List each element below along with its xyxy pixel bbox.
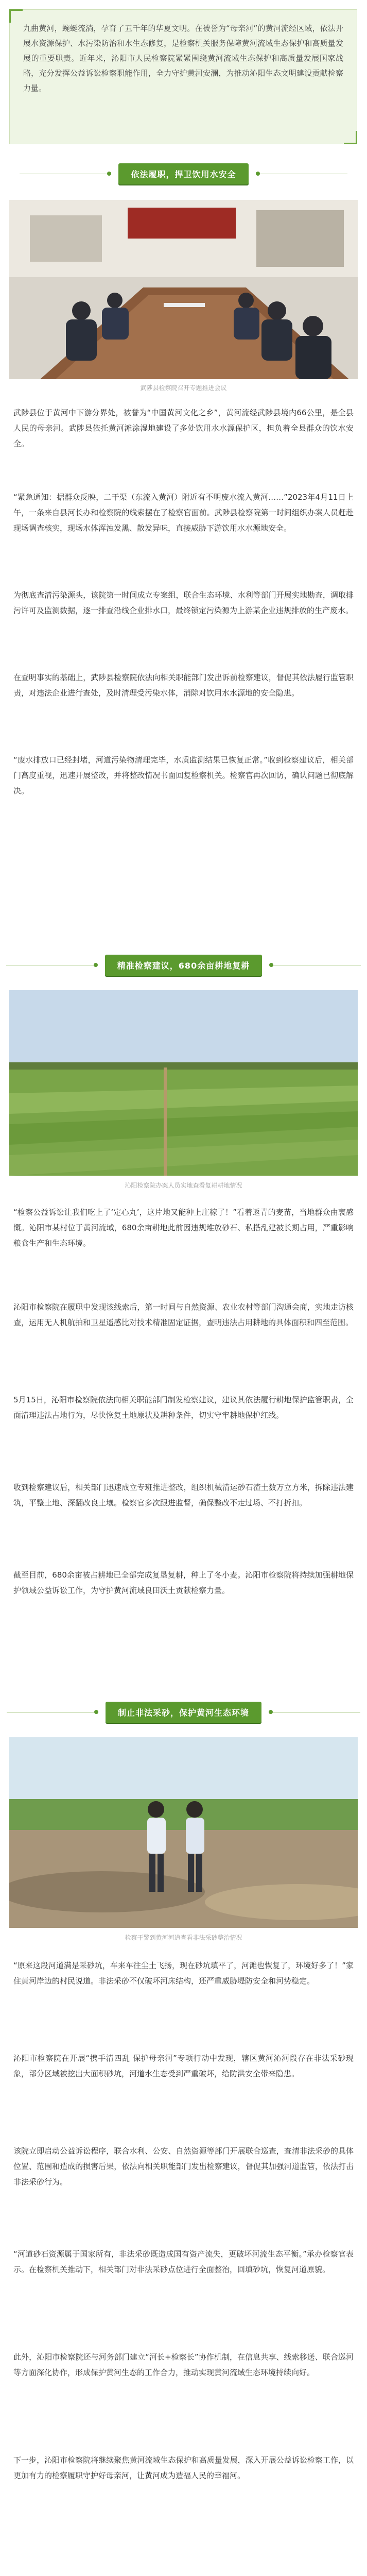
- section-title-3: [0, 1698, 367, 1726]
- corner-decoration: [9, 9, 23, 23]
- paragraph: 武陟县位于黄河中下游分界处，被誉为“中国黄河文化之乡”，黄河流经武陟县境内66公里，是全县人民的母亲河。武陟县依托黄河滩涂湿地建设了多处饮用水水源保护区，担负着全县群众的饮水安全。: [13, 408, 354, 448]
- river-photo: [9, 1737, 358, 1928]
- title-dot: [94, 963, 98, 967]
- section-title-2: [0, 951, 367, 979]
- paragraph: 5月15日，沁阳市检察院依法向相关职能部门制发检察建议，建议其依法履行耕地保护监管职责，全面清理违法占地行为，尽快恢复土地原状及耕种条件，切实守牢耕地保护红线。: [13, 1395, 354, 1420]
- paragraph: “河道砂石资源属于国家所有，非法采砂既造成国有资产流失，更破坏河流生态平衡。”承办检察官表示。在检察机关推动下，相关部门对非法采砂点位进行全面整治，回填砂坑，恢复河道原貌。: [13, 2249, 354, 2274]
- paragraph: “废水排放口已经封堵，河道污染物清理完毕，水质监测结果已恢复正常。”收到检察建议后，相关部门高度重视，迅速开展整改，并将整改情况书面回复检察机关。检察官再次回访，确认问题已彻底解决。: [13, 755, 354, 795]
- photo-caption: 检察干警到黄河河道查看非法采砂整治情况: [125, 1934, 242, 1941]
- paragraph: “检察公益诉讼让我们吃上了‘定心丸’，这片地又能种上庄稼了！”看着返青的麦苗，当地群众由衷感慨。沁阳市某村位于黄河流域，680余亩耕地此前因违规堆放砂石、私搭乱建被长期占用，严重影响粮食生产和生态环境。: [13, 1208, 354, 1248]
- intro-box: [9, 9, 357, 144]
- paragraph: 截至目前，680余亩被占耕地已全部完成复垦复耕，种上了冬小麦。沁阳市检察院将持续加强耕地保护领域公益诉讼工作，为守护黄河流域良田沃土贡献检察力量。: [13, 1570, 354, 1595]
- paragraph: 沁阳市检察院在履职中发现该线索后，第一时间与自然资源、农业农村等部门沟通会商，实地走访核查，运用无人机航拍和卫星遥感比对技术精准固定证据，查明违法占用耕地的具体面积和四至范围。: [13, 1302, 354, 1327]
- paragraph: 沁阳市检察院在开展“携手清四乱 保护母亲河”专项行动中发现，辖区黄河沁河段存在非法采砂现象，部分区域被挖出大面积砂坑，河道水生态受到严重破坏，给防洪安全带来隐患。: [13, 2054, 354, 2078]
- section-title-label: 制止非法采砂，保护黄河生态环境: [106, 1702, 261, 1723]
- photo-caption: 沁阳检察院办案人员实地查看复耕耕地情况: [125, 1182, 242, 1189]
- section-title-1: [0, 160, 367, 188]
- paragraph: “原来这段河道满是采砂坑，车来车往尘土飞扬，现在砂坑填平了，河滩也恢复了，环境好多了！”家住黄河岸边的村民说道。非法采砂不仅破坏河床结构，还严重威胁堤防安全和河势稳定。: [13, 1961, 354, 1986]
- paragraph: 收到检察建议后，相关部门迅速成立专班推进整改，组织机械清运砂石渣土数万立方米，拆除违法建筑，平整土地、深翻改良土壤。检察官多次跟进监督，确保整改不走过场、不打折扣。: [13, 1483, 354, 1507]
- title-dot: [107, 172, 111, 176]
- paragraph: 为彻底查清污染源头，该院第一时间成立专案组，联合生态环境、水利等部门开展实地勘查，调取排污许可及监测数据，逐一排查沿线企业排水口，最终锁定污染源为上游某企业违规排放的生产废水。: [13, 590, 354, 615]
- section-title-label: 精准检察建议，680余亩耕地复耕: [105, 955, 262, 976]
- corner-decoration: [344, 131, 357, 144]
- title-dot: [94, 1710, 98, 1714]
- title-dot: [256, 172, 260, 176]
- paragraph: 此外，沁阳市检察院还与河务部门建立“河长+检察长”协作机制，在信息共享、线索移送、联合巡河等方面深化协作，形成保护黄河生态的工作合力，推动实现黄河流域生态环境持续向好。: [13, 2352, 354, 2377]
- title-dot: [269, 963, 273, 967]
- title-divider: [273, 1712, 360, 1713]
- paragraph: 该院立即启动公益诉讼程序，联合水利、公安、自然资源等部门开展联合巡查，查清非法采砂的具体位置、范围和造成的损害后果，依法向相关职能部门发出检察建议，督促其加强河道监管，依法打击非法采砂行为。: [13, 2146, 354, 2187]
- paragraph: 在查明事实的基础上，武陟县检察院依法向相关职能部门发出诉前检察建议，督促其依法履行监管职责，对违法企业进行查处，及时清理受污染水体，消除对饮用水水源地的安全隐患。: [13, 673, 354, 698]
- photo-caption: 武陟县检察院召开专题推进会议: [140, 384, 227, 392]
- title-dot: [269, 1710, 273, 1714]
- paragraph: “紧急通知：据群众反映，二干渠（东流入黄河）附近有不明废水流入黄河……”2023年4月11日上午，一条来自县河长办和检察院的线索摆在了检察官面前。武陟县检察院第一时间组织办案人员赶赴现场调查核实，现场水体浑浊发黑、散发异味，直接威胁下游饮用水水源地安全。: [13, 493, 354, 533]
- paragraph: 下一步，沁阳市检察院将继续聚焦黄河流域生态保护和高质量发展，深入开展公益诉讼检察工作，以更加有力的检察履职守护好母亲河，让黄河成为造福人民的幸福河。: [13, 2455, 354, 2480]
- meeting-photo: [9, 200, 358, 379]
- intro-text: 九曲黄河，蜿蜒流淌，孕育了五千年的华夏文明。在被誉为“母亲河”的黄河流经区域，依法开展水资源保护、水污染防治和水生态修复，是检察机关服务保障黄河流域生态保护和高质量发展的重要职责。近年来，沁阳市人民检察院紧紧围绕黄河流域生态保护和高质量发展国家战略，充分发挥公益诉讼检察职能作用，全力守护黄河安澜，为推动沁阳生态文明建设贡献检察力量。: [23, 24, 343, 93]
- title-divider: [7, 1712, 94, 1713]
- farmland-photo: [9, 990, 358, 1176]
- section-title-label: 依法履职，捍卫饮用水安全: [118, 163, 248, 184]
